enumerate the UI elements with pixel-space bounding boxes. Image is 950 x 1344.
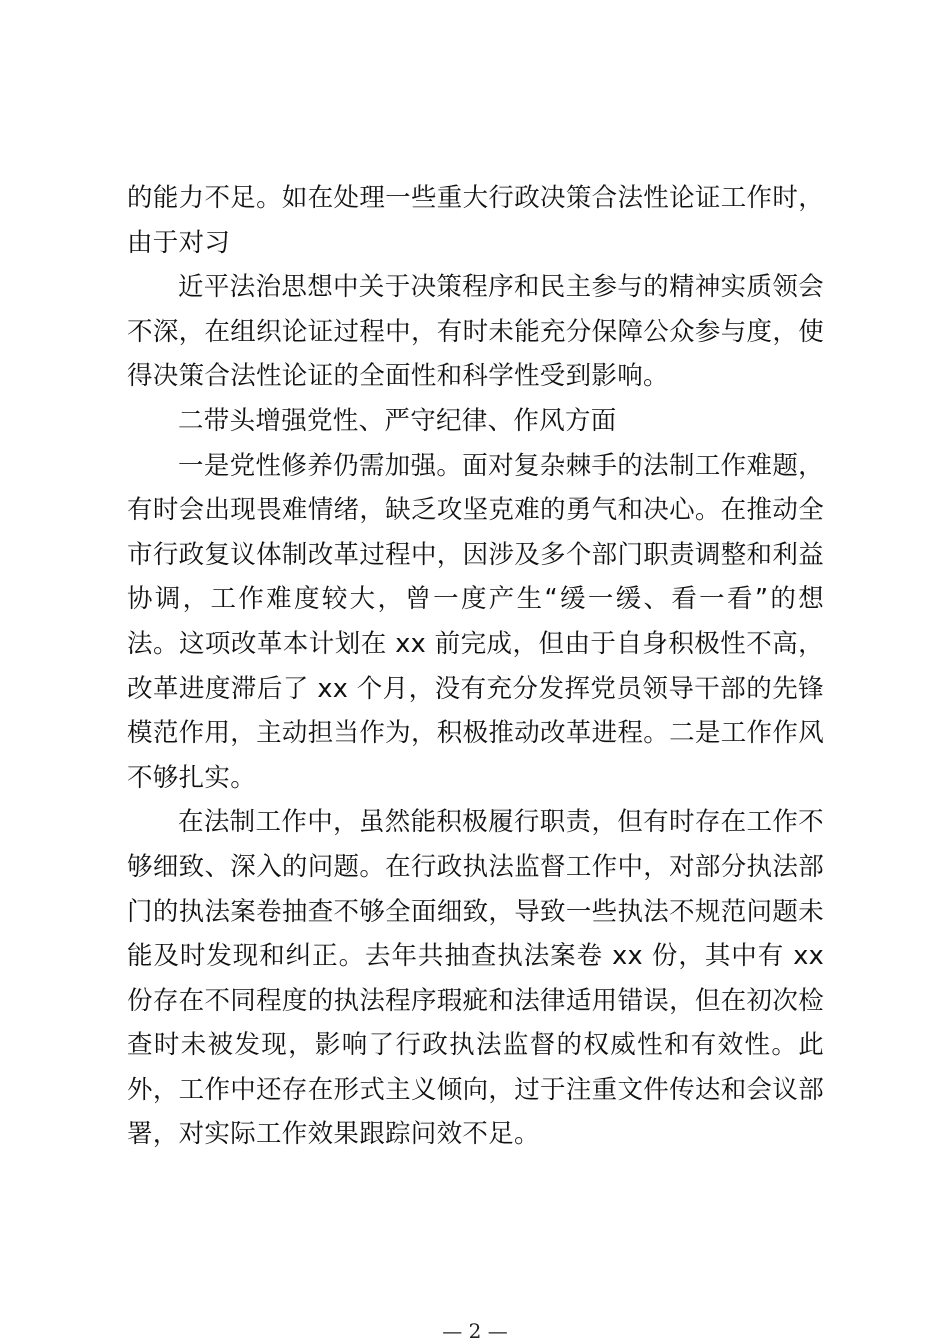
- page-number: — 2 —: [442, 1319, 508, 1343]
- paragraph-3: 一是党性修养仍需加强。面对复杂棘手的法制工作难题，有时会出现畏难情绪，缺乏攻坚克难的勇气和决心。在推动全市行政复议体制改革过程中，因涉及多个部门职责调整和利益协调，工作难度较大，曾一度产生“缓一缓、看一看”的想法。这项改革本计划在 xx 前完成，但由于自身积极性不高，改革进度滞后了 xx 个月，没有充分发挥党员领导干部的先锋模范作用，主动担当作为，积极推动改革进程。二是工作作风不够扎实。: [127, 450, 824, 793]
- paragraph-4: 在法制工作中，虽然能积极履行职责，但有时存在工作不够细致、深入的问题。在行政执法监督工作中，对部分执法部门的执法案卷抽查不够全面细致，导致一些执法不规范问题未能及时发现和纠正。去年共抽查执法案卷 xx 份，其中有 xx 份存在不同程度的执法程序瑕疵和法律适用错误，但在初次检查时未被发现，影响了行政执法监督的权威性和有效性。此外，工作中还存在形式主义倾向，过于注重文件传达和会议部署，对实际工作效果跟踪问效不足。: [127, 807, 824, 1150]
- document-body: [127, 176, 824, 1157]
- paragraph-2: 近平法治思想中关于决策程序和民主参与的精神实质领会不深，在组织论证过程中，有时未能充分保障公众参与度，使得决策合法性论证的全面性和科学性受到影响。: [127, 272, 824, 392]
- section-heading: 二带头增强党性、严守纪律、作风方面: [178, 405, 617, 436]
- paragraph-1: 的能力不足。如在处理一些重大行政决策合法性论证工作时，由于对习: [127, 183, 824, 258]
